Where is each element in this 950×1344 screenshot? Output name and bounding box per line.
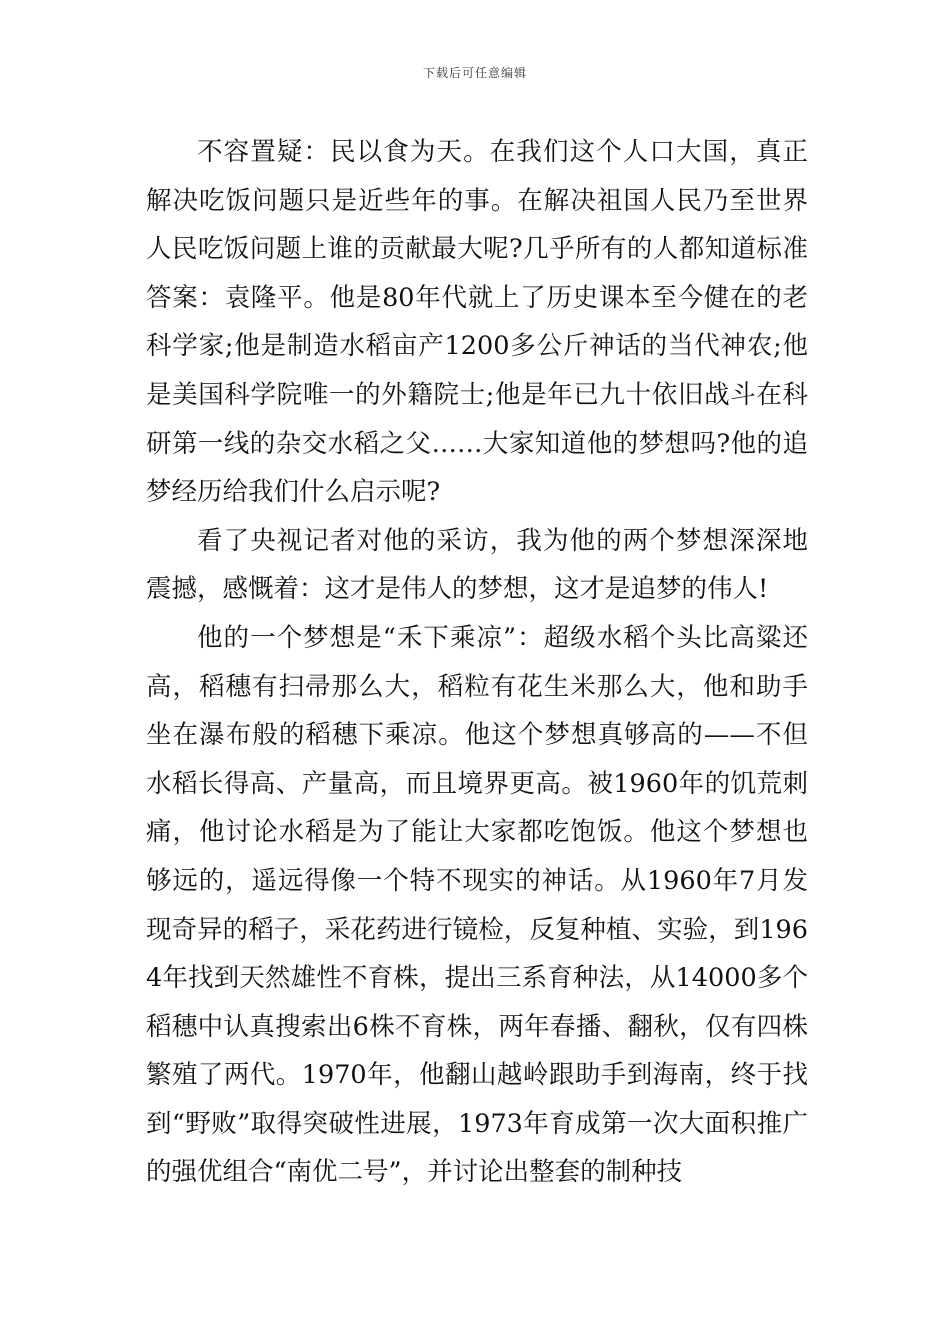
page-header: 下载后可任意编辑 — [422, 66, 527, 80]
paragraph-2: 看了央视记者对他的采访，我为他的两个梦想深深地震撼，感慨着：这才是伟人的梦想，这才是追梦的伟人! — [146, 525, 808, 605]
paragraph-1: 不容置疑：民以食为天。在我们这个人口大国，真正解决吃饭问题只是近些年的事。在解决祖国人民乃至世界人民吃饭问题上谁的贡献最大呢?几乎所有的人都知道标准答案：袁隆平。他是80年代就上了历史课本至今健在的老科学家;他是制造水稻亩产1200多公斤神话的当代神农;他是美国科学院唯一的外籍院士;他是年已九十依旧战斗在科研第一线的杂交水稻之父……大家知道他的梦想吗?他的追梦经历给我们什么启示呢? — [146, 137, 808, 508]
paragraph-3: 他的一个梦想是“禾下乘凉”：超级水稻个头比高粱还高，稻穗有扫帚那么大，稻粒有花生米那么大，他和助手坐在瀑布般的稻穗下乘凉。他这个梦想真够高的——不但水稻长得高、产量高，而且境界更高。被1960年的饥荒刺痛，他讨论水稻是为了能让大家都吃饱饭。他这个梦想也够远的，遥远得像一个特不现实的神话。从1960年7月发现奇异的稻子，采花药进行镜检，反复种植、实验，到1964年找到天然雄性不育株，提出三系育种法，从14000多个稻穗中认真搜索出6株不育株，两年春播、翻秋，仅有四株繁殖了两代。1970年，他翻山越岭跟助手到海南，终于找到“野败”取得突破性进展，1973年育成第一次大面积推广的强优组合“南优二号”，并讨论出整套的制种技 — [146, 622, 808, 1188]
document-body — [146, 128, 808, 1197]
